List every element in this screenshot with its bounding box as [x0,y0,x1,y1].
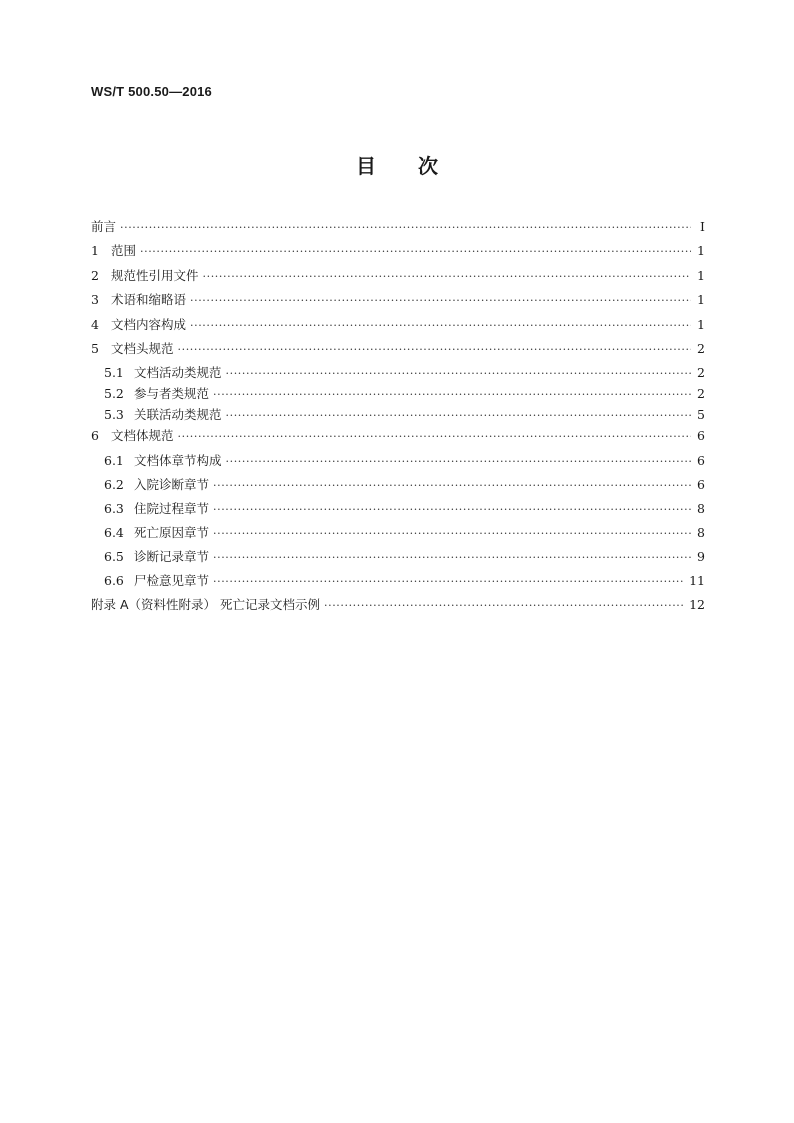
toc-entry-5-3[interactable] [91,405,705,426]
toc-entry-appendix-a[interactable] [91,595,705,619]
standard-code: WS/T 500.50—2016 [91,84,212,99]
toc-entry-number: 5.2 [104,386,124,402]
toc-entry-label: 附录 A（资料性附录） 死亡记录文档示例 [91,596,320,612]
dot-leader [213,527,691,540]
toc-entry-label: 术语和缩略语 [111,292,187,308]
toc-entry-page: 8 [697,524,705,540]
toc-entry-number: 2 [91,267,99,283]
dot-leader [120,221,691,234]
toc-entry-4[interactable] [91,315,705,339]
toc-entry-6-3[interactable] [91,499,705,523]
toc-entry-label: 文档活动类规范 [134,365,222,381]
toc-entry-label: 文档体章节构成 [134,452,222,468]
dot-leader [213,388,691,401]
toc-entry-number: 6 [91,428,99,444]
toc-entry-label: 死亡原因章节 [134,524,210,540]
toc-entry-label: 范围 [111,243,137,259]
toc-entry-6-5[interactable] [91,547,705,571]
toc-entry-label: 文档头规范 [111,340,174,356]
toc-entry-label: 前言 [91,219,117,234]
dot-leader [190,319,691,332]
toc-entry-page: 1 [697,243,705,259]
toc-entry-label: 关联活动类规范 [134,407,222,423]
toc-entry-6-2[interactable] [91,475,705,499]
toc-entry-label: 文档内容构成 [111,316,187,332]
dot-leader [178,343,691,356]
toc-entry-6-4[interactable] [91,523,705,547]
toc-entry-page: 6 [697,428,705,444]
page-title-right: 次 [418,154,438,178]
toc-entry-label: 文档体规范 [111,428,174,444]
toc-entry-page: 1 [697,316,705,332]
dot-leader [226,455,691,468]
toc-entry-label: 诊断记录章节 [134,548,210,564]
dot-leader [178,430,691,443]
page-title-left: 目 [356,154,376,178]
toc-entry-3[interactable] [91,290,705,314]
toc-entry-number: 6.3 [104,500,124,516]
toc-entry-number: 5.3 [104,407,124,423]
toc-entry-page: I [700,219,705,234]
toc-entry-page: 1 [697,292,705,308]
toc-entry-number: 6.4 [104,524,124,540]
toc-entry-page: 5 [697,407,705,423]
toc-entry-label: 规范性引用文件 [111,267,199,283]
dot-leader [213,479,691,492]
toc-entry-number: 4 [91,316,99,332]
toc-entry-page: 12 [689,596,705,612]
toc-entry-label: 尸检意见章节 [134,572,210,588]
toc-entry-5-1[interactable] [91,363,705,384]
toc-entry-page: 2 [697,365,705,381]
toc-entry-label: 参与者类规范 [134,386,210,402]
toc-entry-page: 2 [697,386,705,402]
dot-leader [324,599,685,612]
dot-leader [226,367,691,380]
toc-entry-number: 6.1 [104,452,124,468]
toc-entry-6-6[interactable] [91,571,705,595]
dot-leader [213,551,691,564]
toc-entry-number: 1 [91,243,99,259]
page-title [0,150,794,179]
toc-entry-page: 6 [697,476,705,492]
toc-entry-number: 6.2 [104,476,124,492]
toc-entry-page: 2 [697,340,705,356]
dot-leader [213,503,691,516]
dot-leader [226,409,691,422]
toc-entry-6[interactable] [91,426,705,450]
toc-entry-page: 6 [697,452,705,468]
toc-entry-page: 9 [697,548,705,564]
toc-entry-number: 3 [91,292,99,308]
toc-entry-number: 5 [91,340,99,356]
toc-entry-1[interactable] [91,241,705,265]
dot-leader [140,245,691,258]
toc-entry-6-1[interactable] [91,451,705,475]
dot-leader [203,270,691,283]
toc-entry-label: 住院过程章节 [134,500,210,516]
toc-entry-5[interactable] [91,339,705,363]
toc-entry-number: 6.6 [104,572,124,588]
toc-entry-number: 6.5 [104,548,124,564]
dot-leader [190,294,691,307]
table-of-contents [91,217,705,619]
toc-entry-foreword[interactable] [91,217,705,241]
toc-entry-5-2[interactable] [91,384,705,405]
toc-entry-number: 5.1 [104,365,124,381]
dot-leader [213,575,685,588]
toc-entry-page: 1 [697,267,705,283]
toc-entry-page: 8 [697,500,705,516]
toc-entry-page: 11 [689,572,705,588]
toc-entry-2[interactable] [91,266,705,290]
toc-entry-label: 入院诊断章节 [134,476,210,492]
